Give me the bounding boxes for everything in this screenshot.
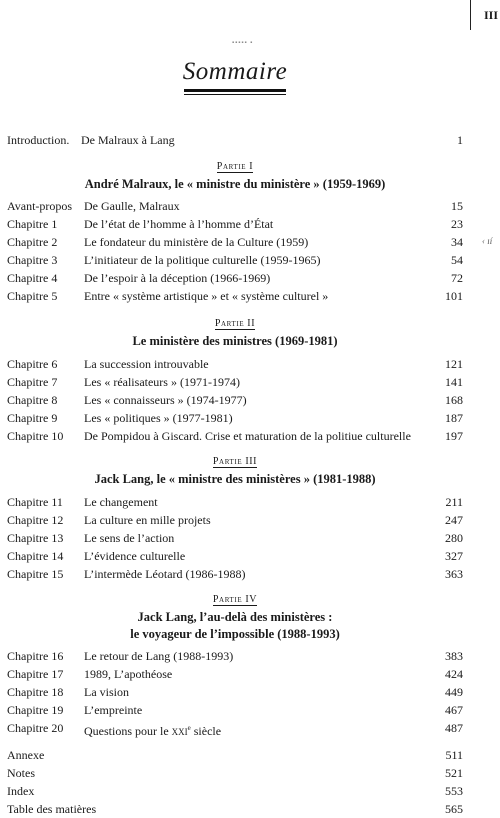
- entry-page: 15: [451, 199, 463, 213]
- toc-entry-back[interactable]: [7, 746, 463, 764]
- entry-label: Chapitre 6: [7, 357, 58, 371]
- entry-page: 23: [451, 217, 463, 231]
- entry-page: 168: [445, 393, 463, 407]
- toc-entry[interactable]: [7, 511, 463, 529]
- toc-entry[interactable]: [7, 683, 463, 701]
- toc-entry[interactable]: [7, 409, 463, 427]
- toc-entry[interactable]: [7, 355, 463, 373]
- page-edge-rule: [470, 0, 471, 30]
- entry-page: 383: [445, 649, 463, 663]
- entry-label: Avant-propos: [7, 199, 73, 213]
- entry-page: 187: [445, 411, 463, 425]
- entry-label: Table des matières: [7, 802, 97, 816]
- toc-entry[interactable]: [7, 197, 463, 215]
- entry-page: 54: [451, 253, 463, 267]
- toc-entry[interactable]: [7, 565, 463, 583]
- entry-title: Les « réalisateurs » (1971-1974): [84, 375, 240, 389]
- entry-page: 511: [445, 748, 463, 762]
- entry-title: La culture en mille projets: [84, 513, 211, 527]
- entry-title: La vision: [84, 685, 129, 699]
- entry-label: Chapitre 20: [7, 721, 64, 735]
- title-rule: [184, 89, 286, 92]
- entry-label: Chapitre 13: [7, 531, 64, 545]
- entry-title: Entre « système artistique » et « système culturel »: [84, 289, 329, 303]
- entry-page: 34: [451, 235, 463, 249]
- entry-title: Le retour de Lang (1988-1993): [84, 649, 234, 663]
- entry-title: L’empreinte: [84, 703, 143, 717]
- toc-entry[interactable]: [7, 647, 463, 665]
- entry-label: Chapitre 5: [7, 289, 58, 303]
- entry-title: De Pompidou à Giscard. Crise et maturation de la politiue culturelle: [84, 429, 411, 443]
- entry-title: La succession introuvable: [84, 357, 209, 371]
- entry-label: Chapitre 18: [7, 685, 64, 699]
- entry-title: De l’espoir à la déception (1966-1969): [84, 271, 271, 285]
- toc-entry[interactable]: [7, 373, 463, 391]
- entry-page: 449: [445, 685, 463, 699]
- toc-entry[interactable]: [7, 391, 463, 409]
- entry-label: Chapitre 11: [7, 495, 63, 509]
- entry-page: 363: [445, 567, 463, 581]
- entry-title: Le changement: [84, 495, 158, 509]
- part-title: Le ministère des ministres (1969-1981): [132, 334, 338, 348]
- toc-entry[interactable]: [7, 269, 463, 287]
- entry-title: Les « connaisseurs » (1974-1977): [84, 393, 247, 407]
- part-label: Partie III: [212, 456, 258, 467]
- entry-page: 467: [445, 703, 463, 717]
- entry-title: Le fondateur du ministère de la Culture (1959): [84, 235, 309, 249]
- part-label: Partie IV: [212, 594, 258, 605]
- entry-page: 247: [445, 513, 463, 527]
- toc-entry-back[interactable]: [7, 800, 463, 818]
- page-title: Sommaire: [182, 58, 288, 85]
- entry-label: Chapitre 9: [7, 411, 58, 425]
- entry-page: 101: [445, 289, 463, 303]
- entry-label: Chapitre 8: [7, 393, 58, 407]
- entry-label: Chapitre 3: [7, 253, 58, 267]
- page-number: III: [484, 8, 499, 22]
- entry-page: 521: [445, 766, 463, 780]
- entry-page: 141: [445, 375, 463, 389]
- entry-label: Introduction.: [7, 133, 70, 147]
- entry-title: L’évidence culturelle: [84, 549, 186, 563]
- entry-label: Chapitre 15: [7, 567, 64, 581]
- entry-label: Chapitre 19: [7, 703, 64, 717]
- entry-label: Chapitre 2: [7, 235, 58, 249]
- entry-label: Chapitre 10: [7, 429, 64, 443]
- faint-mark: ▪▪▪▪▪ ▪: [232, 40, 254, 46]
- entry-title: Le sens de l’action: [84, 531, 175, 545]
- entry-page: 565: [445, 802, 463, 816]
- entry-title: De l’état de l’homme à l’homme d’État: [84, 217, 274, 231]
- part-title: André Malraux, le « ministre du ministère » (1959-1969): [84, 177, 386, 191]
- toc-entry[interactable]: [7, 493, 463, 511]
- entry-title: L’initiateur de la politique culturelle (1959-1965): [84, 253, 321, 267]
- entry-page: 487: [445, 721, 463, 735]
- entry-title: De Gaulle, Malraux: [84, 199, 180, 213]
- entry-title: Les « politiques » (1977-1981): [84, 411, 233, 425]
- toc-entry[interactable]: [7, 233, 463, 251]
- entry-page: 121: [445, 357, 463, 371]
- entry-page: 553: [445, 784, 463, 798]
- entry-page: 327: [445, 549, 463, 563]
- toc-entry[interactable]: [7, 215, 463, 233]
- entry-label: Chapitre 1: [7, 217, 58, 231]
- entry-title: L’intermède Léotard (1986-1988): [84, 567, 246, 581]
- title-rule-thin: [184, 94, 286, 95]
- part-label: Partie I: [216, 161, 254, 172]
- entry-label: Index: [7, 784, 35, 798]
- entry-label: Notes: [7, 766, 35, 780]
- entry-label: Chapitre 16: [7, 649, 64, 663]
- entry-title: Questions pour le XXIe siècle: [84, 724, 222, 738]
- toc-entry[interactable]: [7, 251, 463, 269]
- entry-label: Chapitre 14: [7, 549, 64, 563]
- toc-entry[interactable]: [7, 427, 463, 445]
- toc-entry[interactable]: [7, 547, 463, 565]
- entry-title: 1989, L’apothéose: [84, 667, 173, 681]
- toc-entry-back[interactable]: [7, 764, 463, 782]
- entry-page: 1: [457, 133, 463, 147]
- toc-entry-intro[interactable]: [7, 131, 463, 149]
- entry-page: 197: [445, 429, 463, 443]
- entry-label: Chapitre 4: [7, 271, 58, 285]
- entry-title: De Malraux à Lang: [81, 133, 175, 147]
- entry-page: 72: [451, 271, 463, 285]
- part-title-line1: Jack Lang, l’au-delà des ministères :: [137, 610, 333, 624]
- toc-entry[interactable]: [7, 529, 463, 547]
- toc-entry[interactable]: [7, 665, 463, 683]
- toc-entry[interactable]: [7, 719, 463, 737]
- entry-label: Annexe: [7, 748, 45, 762]
- margin-mark: ‹ ıí: [482, 236, 493, 246]
- part-title-line2: le voyageur de l’impossible (1988-1993): [130, 627, 340, 641]
- part-label: Partie II: [214, 318, 256, 329]
- entry-page: 280: [445, 531, 463, 545]
- toc-entry[interactable]: [7, 287, 463, 305]
- entry-page: 211: [445, 495, 463, 509]
- entry-label: Chapitre 12: [7, 513, 64, 527]
- part-title: Jack Lang, le « ministre des ministères » (1981-1988): [94, 472, 376, 486]
- entry-label: Chapitre 7: [7, 375, 58, 389]
- entry-label: Chapitre 17: [7, 667, 64, 681]
- toc-entry[interactable]: [7, 701, 463, 719]
- toc-entry-back[interactable]: [7, 782, 463, 800]
- entry-page: 424: [445, 667, 463, 681]
